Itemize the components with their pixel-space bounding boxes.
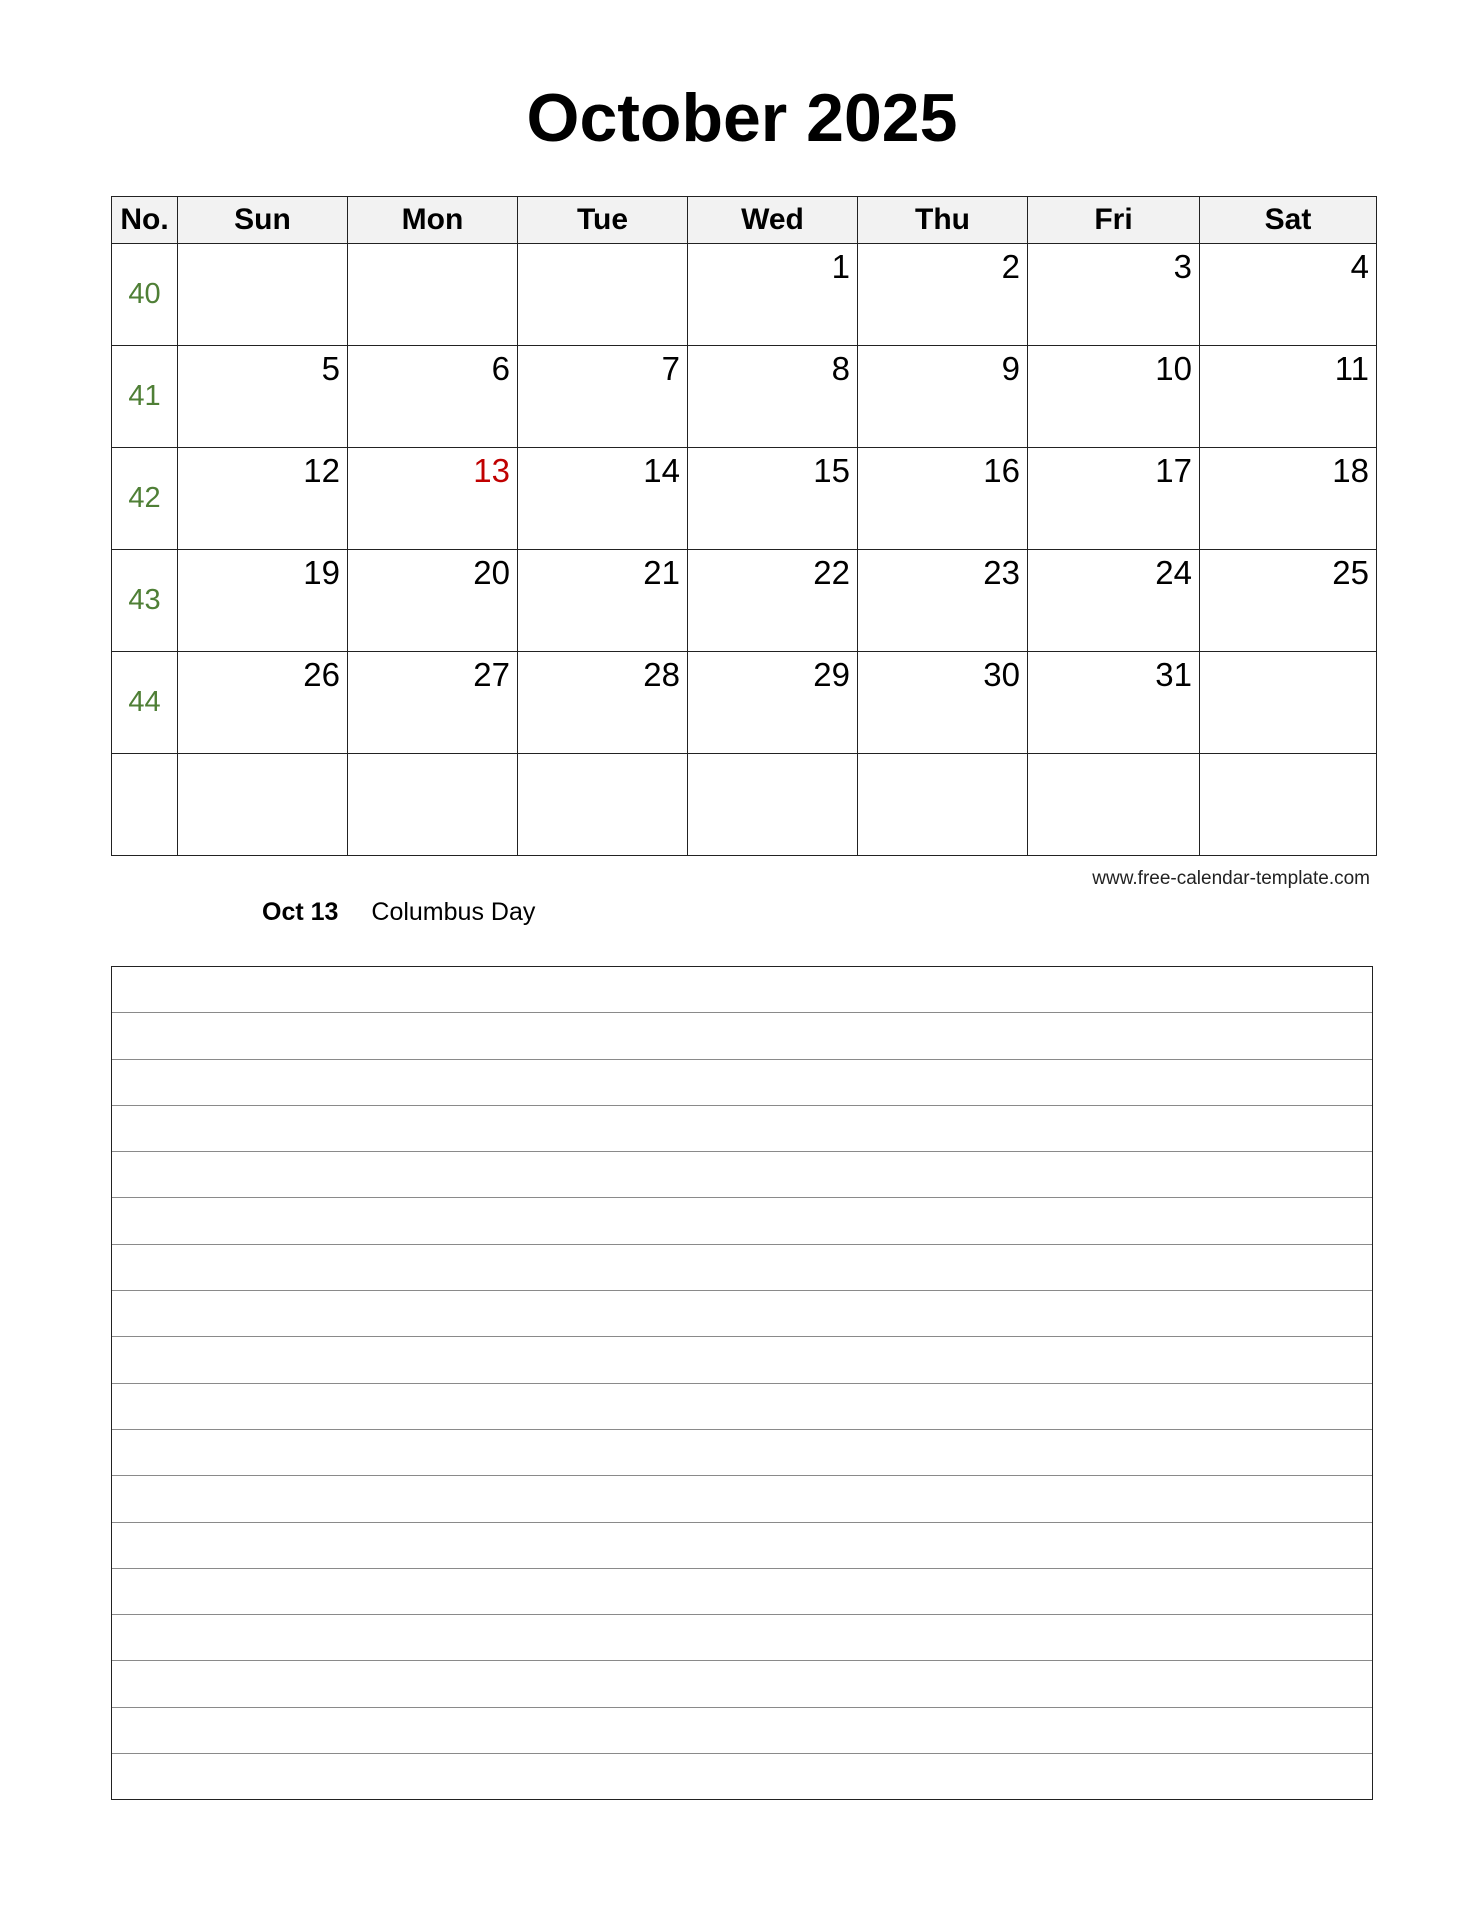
- day-number: 23: [983, 554, 1020, 591]
- day-cell[interactable]: [518, 346, 688, 448]
- calendar-grid: [111, 196, 1377, 856]
- day-number: 14: [643, 452, 680, 489]
- note-line[interactable]: [112, 1291, 1372, 1337]
- day-cell[interactable]: [858, 550, 1028, 652]
- website-credit: www.free-calendar-template.com: [1092, 868, 1370, 889]
- day-number: [178, 754, 347, 757]
- day-cell[interactable]: [178, 448, 348, 550]
- day-number: 7: [661, 350, 680, 387]
- day-number: 21: [643, 554, 680, 591]
- day-number: [688, 754, 857, 757]
- day-number: 29: [813, 656, 850, 693]
- day-cell[interactable]: [1200, 754, 1377, 856]
- note-line[interactable]: [112, 1754, 1372, 1800]
- header-thu: Thu: [858, 197, 1028, 244]
- day-cell[interactable]: [688, 346, 858, 448]
- day-number: 25: [1332, 554, 1369, 591]
- note-line[interactable]: [112, 1013, 1372, 1059]
- header-wed: Wed: [688, 197, 858, 244]
- note-line[interactable]: [112, 1661, 1372, 1707]
- calendar-title: October 2025: [526, 80, 958, 156]
- note-line[interactable]: [112, 1384, 1372, 1430]
- day-cell[interactable]: [1028, 550, 1200, 652]
- note-line[interactable]: [112, 1430, 1372, 1476]
- holiday-name: Columbus Day: [371, 898, 536, 926]
- day-number: 9: [1001, 350, 1020, 387]
- day-number: 26: [303, 656, 340, 693]
- week-row: [112, 754, 1377, 856]
- day-number: [518, 754, 687, 757]
- day-cell[interactable]: [518, 550, 688, 652]
- note-line[interactable]: [112, 967, 1372, 1013]
- day-cell[interactable]: [688, 652, 858, 754]
- day-cell[interactable]: [1028, 244, 1200, 346]
- day-number: 1: [831, 248, 850, 285]
- day-cell[interactable]: [348, 448, 518, 550]
- day-number: [1028, 754, 1199, 757]
- day-number: 6: [491, 350, 510, 387]
- notes-area[interactable]: [111, 966, 1373, 1800]
- day-cell[interactable]: [518, 754, 688, 856]
- day-number: 15: [813, 452, 850, 489]
- day-number: 8: [831, 350, 850, 387]
- week-row: [112, 550, 1377, 652]
- note-line[interactable]: [112, 1245, 1372, 1291]
- day-number: [1200, 754, 1376, 757]
- week-row: [112, 244, 1377, 346]
- day-number: 24: [1155, 554, 1192, 591]
- day-number: 10: [1155, 350, 1192, 387]
- note-line[interactable]: [112, 1152, 1372, 1198]
- week-number: 40: [112, 244, 178, 346]
- note-line[interactable]: [112, 1198, 1372, 1244]
- day-cell[interactable]: [348, 244, 518, 346]
- day-cell[interactable]: [688, 550, 858, 652]
- note-line[interactable]: [112, 1106, 1372, 1152]
- day-cell[interactable]: [1028, 754, 1200, 856]
- day-number: [348, 754, 517, 757]
- day-cell[interactable]: [688, 754, 858, 856]
- day-cell[interactable]: [178, 754, 348, 856]
- header-tue: Tue: [518, 197, 688, 244]
- note-line[interactable]: [112, 1337, 1372, 1383]
- day-cell[interactable]: [348, 346, 518, 448]
- day-number: 22: [813, 554, 850, 591]
- note-line[interactable]: [112, 1615, 1372, 1661]
- day-number: [348, 244, 517, 247]
- day-cell[interactable]: [1200, 550, 1377, 652]
- week-row: [112, 346, 1377, 448]
- day-cell[interactable]: [1028, 346, 1200, 448]
- day-number: 16: [983, 452, 1020, 489]
- header-row: [112, 197, 1377, 244]
- day-cell[interactable]: [858, 448, 1028, 550]
- day-cell[interactable]: [348, 754, 518, 856]
- week-number: [112, 754, 178, 856]
- day-cell[interactable]: [178, 652, 348, 754]
- day-cell[interactable]: [858, 652, 1028, 754]
- week-number: 41: [112, 346, 178, 448]
- day-number: 17: [1155, 452, 1192, 489]
- day-cell[interactable]: [858, 244, 1028, 346]
- week-row: [112, 652, 1377, 754]
- day-cell[interactable]: [858, 346, 1028, 448]
- day-cell[interactable]: [688, 448, 858, 550]
- day-number: 19: [303, 554, 340, 591]
- header-fri: Fri: [1028, 197, 1200, 244]
- day-cell[interactable]: [178, 244, 348, 346]
- holiday-list: [262, 896, 535, 928]
- day-number: 11: [1334, 350, 1369, 387]
- day-number: 18: [1332, 452, 1369, 489]
- day-cell[interactable]: [858, 754, 1028, 856]
- header-mon: Mon: [348, 197, 518, 244]
- day-number: [178, 244, 347, 247]
- day-number: [1200, 652, 1376, 655]
- day-cell[interactable]: [1200, 448, 1377, 550]
- day-cell[interactable]: [518, 652, 688, 754]
- day-number: 12: [303, 452, 340, 489]
- day-cell[interactable]: [348, 550, 518, 652]
- week-number: 43: [112, 550, 178, 652]
- day-number: [518, 244, 687, 247]
- day-number: 27: [473, 656, 510, 693]
- day-cell[interactable]: [348, 652, 518, 754]
- day-cell[interactable]: [1200, 244, 1377, 346]
- note-line[interactable]: [112, 1060, 1372, 1106]
- day-cell[interactable]: [688, 244, 858, 346]
- day-cell[interactable]: [1200, 652, 1377, 754]
- day-number: 4: [1350, 248, 1369, 285]
- day-number: 20: [473, 554, 510, 591]
- week-number: 42: [112, 448, 178, 550]
- day-number: 28: [643, 656, 680, 693]
- day-number: 13: [473, 452, 510, 489]
- note-line[interactable]: [112, 1476, 1372, 1522]
- day-number: [858, 754, 1027, 757]
- day-cell[interactable]: [518, 244, 688, 346]
- header-week-number: No.: [112, 197, 178, 244]
- day-cell[interactable]: [178, 346, 348, 448]
- header-sun: Sun: [178, 197, 348, 244]
- week-number: 44: [112, 652, 178, 754]
- day-number: 3: [1173, 248, 1192, 285]
- day-number: 31: [1155, 656, 1192, 693]
- day-number: 5: [321, 350, 340, 387]
- note-line[interactable]: [112, 1523, 1372, 1569]
- day-cell[interactable]: [1028, 652, 1200, 754]
- day-cell[interactable]: [1028, 448, 1200, 550]
- note-line[interactable]: [112, 1708, 1372, 1754]
- day-cell[interactable]: [518, 448, 688, 550]
- day-number: 30: [983, 656, 1020, 693]
- note-line[interactable]: [112, 1569, 1372, 1615]
- holiday-date: Oct 13: [262, 898, 339, 926]
- header-sat: Sat: [1200, 197, 1377, 244]
- week-row: [112, 448, 1377, 550]
- day-cell[interactable]: [1200, 346, 1377, 448]
- day-number: 2: [1001, 248, 1020, 285]
- day-cell[interactable]: [178, 550, 348, 652]
